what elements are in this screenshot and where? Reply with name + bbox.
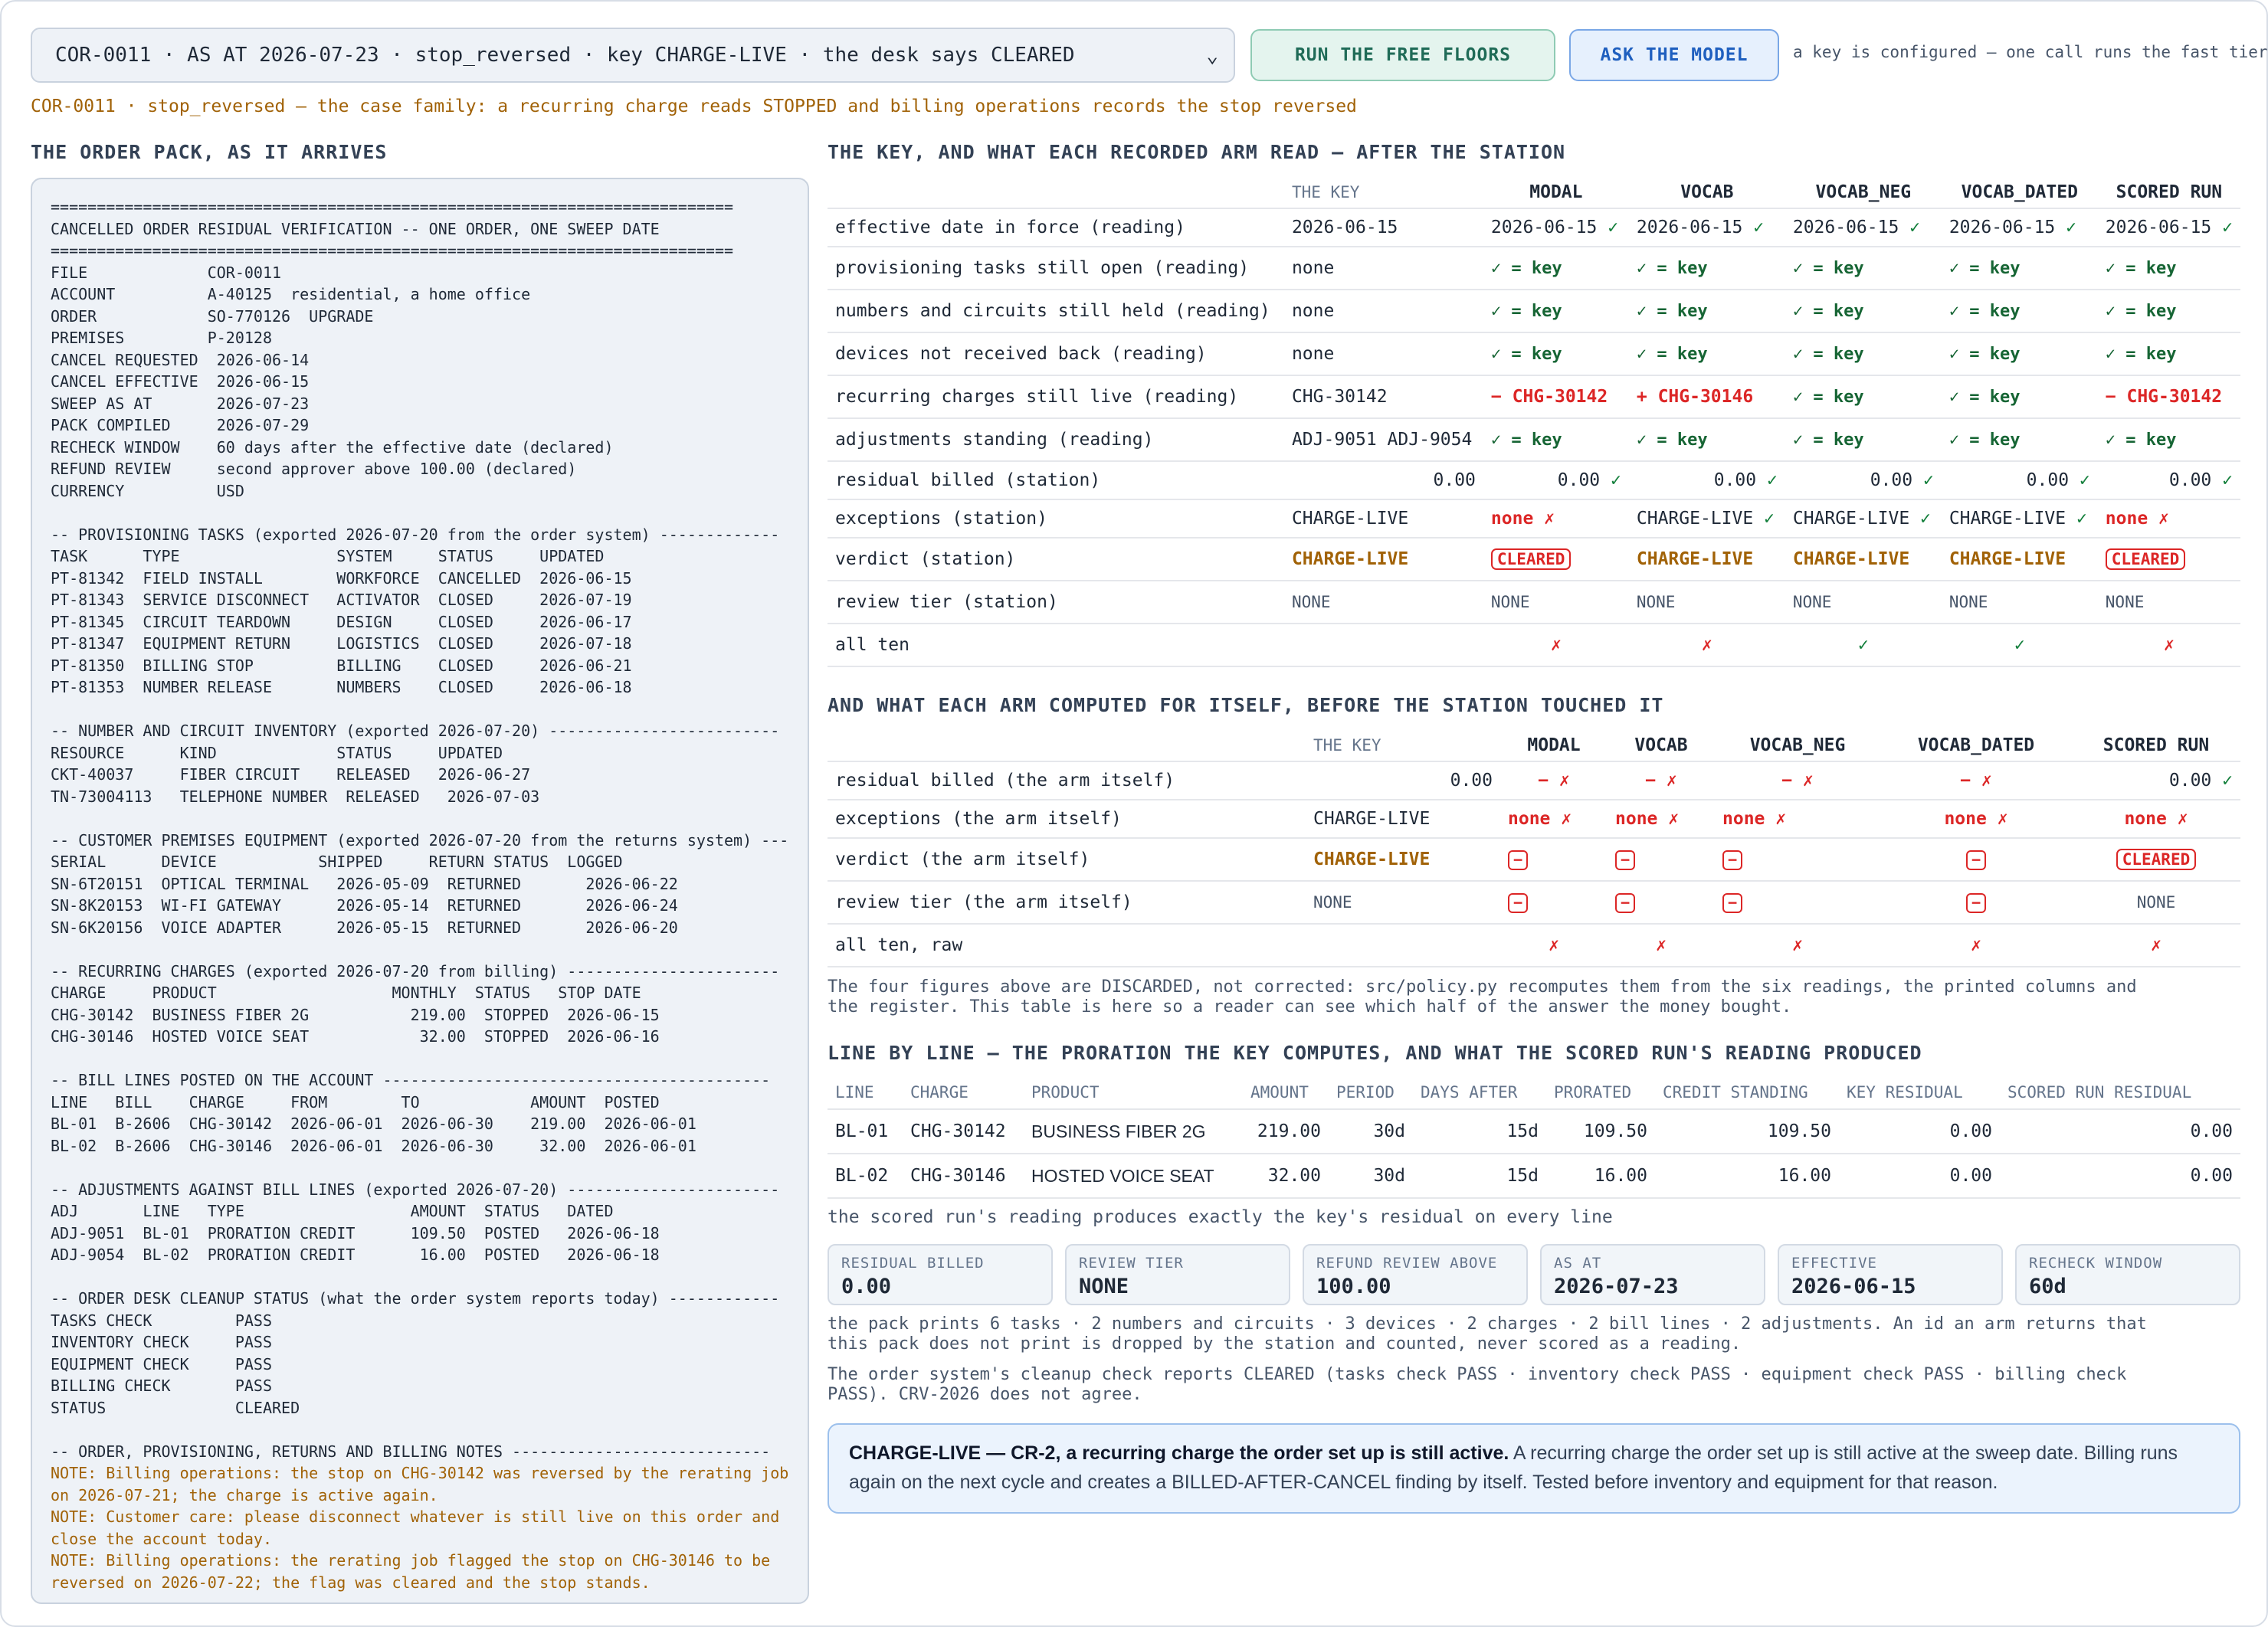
table-row [828,499,2240,538]
arm-cell: ✓ = key [2098,332,2240,375]
col-header: VOCAB [1608,729,1715,761]
table-row [828,247,2240,290]
chevron-down-icon: ⌄ [1206,44,1218,67]
arm-cell: none ✗ [1715,800,1880,838]
charge-cell: CHG-30142 [903,1109,1024,1154]
stat-effective [1778,1244,2003,1305]
ask-model-button[interactable]: ASK THE MODEL [1569,29,1779,81]
case-family-line: COR-0011 · stop_reversed — the case family: a recurring charge reads STOPPED and billing operations records the stop reversed [31,97,1357,116]
stat-label: RESIDUAL BILLED [841,1255,985,1272]
missing-badge: − [1508,850,1528,870]
check-icon: ✓ [2222,470,2233,490]
arm-cell: ✗ [1629,624,1785,666]
line-cell: BL-02 [828,1154,903,1198]
table-header-row [828,729,2240,761]
discard-note: The four figures above are DISCARDED, not corrected: src/policy.py recomputes them from the six readings, the printed columns and the register. This table is here so a reader can see which half of the answer the money bought. [828,977,2137,1016]
pack-note: NOTE: Billing operations: the rerating job flagged the stop on CHG-30146 to be reversed on 2026-07-22; the flag was cleared and the stop stands. [51,1551,780,1592]
arm-cell [1880,838,2072,881]
arm-cell: CHARGE-LIVE ✓ [1942,499,2098,538]
table-row [828,624,2240,666]
arm-cell: − ✗ [1500,761,1608,800]
arm-cell: CHARGE-LIVE ✓ [1785,499,1942,538]
col-header: VOCAB_DATED [1942,176,2098,208]
stat-label: RECHECK WINDOW [2029,1255,2163,1272]
arm-cell: CHARGE-LIVE [1785,538,1942,581]
key-cell: CHARGE-LIVE [1284,499,1483,538]
check-icon: ✓ [1909,218,1921,237]
table-row [828,290,2240,332]
arm-cell: + CHG-30146 [1629,375,1785,418]
period-cell: 30d [1329,1109,1413,1154]
col-header: VOCAB_NEG [1715,729,1880,761]
col-header: LINE [828,1075,903,1109]
stat-value: NONE [1079,1275,1129,1298]
arm-cell: ✓ = key [1942,247,2098,290]
key-cell: none [1284,247,1483,290]
prorated-cell: 109.50 [1546,1109,1655,1154]
arm-cell: − ✗ [1608,761,1715,800]
arm-cell: 0.00 ✓ [1629,461,1785,499]
arm-cell: − ✗ [1715,761,1880,800]
arm-cell: ✓ = key [2098,418,2240,461]
row-label: provisioning tasks still open (reading) [828,247,1284,290]
table-row [828,924,2240,967]
arm-cell: 0.00 ✓ [2098,461,2240,499]
missing-badge: − [1722,850,1742,870]
arm-cell: 0.00 ✓ [1942,461,2098,499]
table-row [828,208,2240,247]
check-icon: ✓ [2222,218,2233,237]
arm-cell: ✓ = key [1629,290,1785,332]
col-header: VOCAB_DATED [1880,729,2072,761]
key-residual-cell: 0.00 [1839,1109,2000,1154]
key-cell: CHARGE-LIVE [1306,800,1500,838]
arm-cell: ✗ [1500,924,1608,967]
cleared-badge: CLEARED [2106,548,2186,570]
stat-label: AS AT [1554,1255,1602,1272]
verdict-callout [828,1423,2240,1514]
stat-value: 2026-07-23 [1554,1275,1679,1298]
check-icon: ✓ [1764,509,1775,529]
arm-table-heading: AND WHAT EACH ARM COMPUTED FOR ITSELF, BEFORE THE STATION TOUCHED IT [828,694,1664,716]
arm-cell: ✓ = key [1785,332,1942,375]
stat-value: 60d [2029,1275,2066,1298]
col-header: KEY RESIDUAL [1839,1075,2000,1109]
missing-badge: − [1508,893,1528,913]
key-cell: 0.00 [1284,461,1483,499]
arm-cell: 0.00 ✓ [1785,461,1942,499]
table-row [828,581,2240,624]
line-cell: BL-01 [828,1109,903,1154]
row-label: adjustments standing (reading) [828,418,1284,461]
arm-cell [1483,538,1629,581]
arm-cell: NONE [2098,581,2240,624]
desk-note: The order system's cleanup check reports CLEARED (tasks check PASS · inventory check PASS · equipment check PASS · billing check PASS). CRV-2026 does not agree. [828,1365,2127,1404]
col-header: SCORED RUN [2098,176,2240,208]
case-select-value: COR-0011 · AS AT 2026-07-23 · stop_reversed · key CHARGE-LIVE · the desk says CLEARED [55,44,1075,67]
arm-cell [1500,838,1608,881]
arm-cell: none ✗ [2072,800,2240,838]
days-after-cell: 15d [1413,1109,1546,1154]
arm-cell: none ✗ [1880,800,2072,838]
arm-cell: ✓ = key [2098,290,2240,332]
key-cell: ADJ-9051 ADJ-9054 [1284,418,1483,461]
arm-cell: ✓ [1942,624,2098,666]
arm-cell: − ✗ [1880,761,2072,800]
arm-cell: ✗ [1483,624,1629,666]
arm-cell [1880,881,2072,924]
stat-value: 0.00 [841,1275,892,1298]
arm-cell: ✓ = key [2098,247,2240,290]
table-row [828,1109,2240,1154]
arm-cell [1608,881,1715,924]
check-icon: ✓ [2066,218,2076,237]
missing-badge: − [1722,893,1742,913]
key-cell: NONE [1284,581,1483,624]
arm-cell: ✗ [1880,924,2072,967]
check-icon: ✓ [2222,771,2233,791]
arm-cell: none ✗ [1483,499,1629,538]
arm-cell: 2026-06-15 ✓ [1629,208,1785,247]
col-header: THE KEY [1306,729,1500,761]
key-status-note: a key is configured — one call runs the fast tier [1793,43,2268,61]
check-icon: ✓ [1611,470,1621,490]
col-header: AMOUNT [1243,1075,1329,1109]
amount-cell: 219.00 [1243,1109,1329,1154]
check-icon: ✓ [1608,218,1619,237]
table-header-row [828,176,2240,208]
table-row [828,761,2240,800]
arm-cell: none ✗ [2098,499,2240,538]
col-header: SCORED RUN [2072,729,2240,761]
table-row [828,538,2240,581]
row-label: all ten, raw [828,924,1306,967]
key-cell [1306,924,1500,967]
arm-cell: ✓ = key [1483,418,1629,461]
arm-cell: CHARGE-LIVE [1629,538,1785,581]
arm-cell: 0.00 ✓ [1483,461,1629,499]
table-row [828,418,2240,461]
arm-cell: NONE [2072,881,2240,924]
key-table-heading: THE KEY, AND WHAT EACH RECORDED ARM READ — AFTER THE STATION [828,141,1566,163]
verdict-callout-title: CHARGE-LIVE — CR-2, a recurring charge the order set up is still active. [849,1442,1509,1464]
arm-cell [1715,881,1880,924]
pack-note: NOTE: Customer care: please disconnect whatever is still live on this order and close the account today. [51,1508,789,1548]
missing-badge: − [1966,893,1986,913]
row-label: exceptions (the arm itself) [828,800,1306,838]
key-residual-cell: 0.00 [1839,1154,2000,1198]
col-header: DAYS AFTER [1413,1075,1546,1109]
arm-cell: 2026-06-15 ✓ [1942,208,2098,247]
key-cell: CHG-30142 [1284,375,1483,418]
missing-badge: − [1615,893,1635,913]
arm-cell: − CHG-30142 [2098,375,2240,418]
missing-badge: − [1615,850,1635,870]
arm-cell: ✓ = key [1483,332,1629,375]
arm-cell: 2026-06-15 ✓ [1483,208,1629,247]
arm-cell: NONE [1942,581,2098,624]
arm-cell [1608,838,1715,881]
check-icon: ✓ [1920,509,1931,529]
check-icon: ✓ [1753,218,1765,237]
stat-as-at [1540,1244,1765,1305]
arm-cell: ✗ [1715,924,1880,967]
check-icon: ✓ [2079,470,2090,490]
arm-cell: ✗ [2072,924,2240,967]
arm-cell [1500,881,1608,924]
table-header-row [828,1075,2240,1109]
key-cell: none [1284,332,1483,375]
col-header: PRODUCT [1024,1075,1243,1109]
arm-cell: none ✗ [1608,800,1715,838]
row-label: recurring charges still live (reading) [828,375,1284,418]
row-label: review tier (the arm itself) [828,881,1306,924]
arm-table [828,729,2240,967]
arm-cell: ✓ [1785,624,1942,666]
stat-label: REFUND REVIEW ABOVE [1316,1255,1498,1272]
stat-label: EFFECTIVE [1791,1255,1877,1272]
key-cell: CHARGE-LIVE [1284,538,1483,581]
arm-cell [2098,538,2240,581]
arm-cell: ✓ = key [1483,247,1629,290]
arm-cell: ✓ = key [1629,418,1785,461]
arm-cell: ✓ = key [1942,375,2098,418]
row-label: exceptions (station) [828,499,1284,538]
key-cell: CHARGE-LIVE [1306,838,1500,881]
missing-badge: − [1966,850,1986,870]
stat-review-tier [1065,1244,1290,1305]
row-label: verdict (station) [828,538,1284,581]
key-cell: none [1284,290,1483,332]
col-header: SCORED RUN RESIDUAL [2000,1075,2240,1109]
arm-cell: ✗ [1608,924,1715,967]
arm-cell: 0.00 ✓ [2072,761,2240,800]
prorated-cell: 16.00 [1546,1154,1655,1198]
arm-cell: ✗ [2098,624,2240,666]
arm-cell: ✓ = key [1629,332,1785,375]
product-cell: HOSTED VOICE SEAT [1024,1154,1243,1198]
amount-cell: 32.00 [1243,1154,1329,1198]
col-header: VOCAB_NEG [1785,176,1942,208]
period-cell: 30d [1329,1154,1413,1198]
scored-run-residual-cell: 0.00 [2000,1154,2240,1198]
case-select[interactable] [31,28,1235,83]
stat-value: 100.00 [1316,1275,1391,1298]
row-label: effective date in force (reading) [828,208,1284,247]
check-icon: ✓ [1766,470,1778,490]
cleared-badge: CLEARED [2116,849,2197,870]
row-label: residual billed (station) [828,461,1284,499]
verdict-callout-body: A recurring charge the order set up is still active at the sweep date. Billing runs again on the next cycle and creates a BILLED-AFTER-CANCEL finding by itself. Tested before inventory and equipment for that reason. [849,1442,2178,1493]
table-row [828,332,2240,375]
order-pack-text: ========================================================================== CANCELLED ORDER RESIDUAL VERIFICATION -- ONE ORDER, ONE SWEEP DATE ========================================================================== FILE COR-0011 ACCOUNT A-40125 residential, a home office ORDER SO-770126 UPGRADE PREMISES P-20128 CANCEL REQUESTED 2026-06-14 CANCEL EFFECTIVE 2026-06-15 SWEEP AS AT 2026-07-23 PACK COMPILED 2026-07-29 RECHECK WINDOW 60 days after the effective date (declared) REFUND REVIEW second approver above 100.00 (declared) CURRENCY USD -- PROVISIONING TASKS (exported 2026-07-20 from the order system) ------------- TASK TYPE SYSTEM STATUS UPDATED PT-81342 FIELD INSTALL WORKFORCE CANCELLED 2026-06-15 PT-81343 SERVICE DISCONNECT ACTIVATOR CLOSED 2026-07-19 PT-81345 CIRCUIT TEARDOWN DESIGN CLOSED 2026-06-17 PT-81347 EQUIPMENT RETURN LOGISTICS CLOSED 2026-07-18 PT-81350 BILLING STOP BILLING CLOSED 2026-06-21 PT-81353 NUMBER RELEASE NUMBERS CLOSED 2026-06-18 -- NUMBER AND CIRCUIT INVENTORY (exported 2026-07-20) ------------------------- RESOURCE KIND STATUS UPDATED CKT-40037 FIBER CIRCUIT RELEASED 2026-06-27 TN-73004113 TELEPHONE NUMBER RELEASED 2026-07-03 -- CUSTOMER PREMISES EQUIPMENT (exported 2026-07-20 from the returns system) --- SERIAL DEVICE SHIPPED RETURN STATUS LOGGED SN-6T20151 OPTICAL TERMINAL 2026-05-09 RETURNED 2026-06-22 SN-8K20153 WI-FI GATEWAY 2026-05-14 RETURNED 2026-06-24 SN-6K20156 VOICE ADAPTER 2026-05-15 RETURNED 2026-06-20 -- RECURRING CHARGES (exported 2026-07-20 from billing) ----------------------- CHARGE PRODUCT MONTHLY STATUS STOP DATE CHG-30142 BUSINESS FIBER 2G 219.00 STOPPED 2026-06-15 CHG-30146 HOSTED VOICE SEAT 32.00 STOPPED 2026-06-16 -- BILL LINES POSTED ON THE ACCOUNT ------------------------------------------ LINE BILL CHARGE FROM TO AMOUNT POSTED BL-01 B-2606 CHG-30142 2026-06-01 2026-06-30 219.00 2026-06-01 BL-02 B-2606 CHG-30146 2026-06-01 2026-06-30 32.00 2026-06-01 -- ADJUSTMENTS AGAINST BILL LINES (exported 2026-07-20) ----------------------- ADJ LINE TYPE AMOUNT STATUS DATED ADJ-9051 BL-01 PRORATION CREDIT 109.50 POSTED 2026-06-18 ADJ-9054 BL-02 PRORATION CREDIT 16.00 POSTED 2026-06-18 -- ORDER DESK CLEANUP STATUS (what the order system reports today) ------------ TASKS CHECK PASS INVENTORY CHECK PASS EQUIPMENT CHECK PASS BILLING CHECK PASS STATUS CLEARED -- ORDER, PROVISIONING, RETURNS AND BILLING NOTES ---------------------------- [51,198,789,1461]
arm-cell: 2026-06-15 ✓ [1785,208,1942,247]
arm-cell: NONE [1629,581,1785,624]
col-header: PERIOD [1329,1075,1413,1109]
check-icon: ✓ [1922,470,1934,490]
credit-standing-cell: 16.00 [1655,1154,1839,1198]
arm-cell: 2026-06-15 ✓ [2098,208,2240,247]
table-row [828,800,2240,838]
cleared-badge: CLEARED [1491,548,1572,570]
table-row [828,1154,2240,1198]
arm-cell: ✓ = key [1942,418,2098,461]
stat-value: 2026-06-15 [1791,1275,1916,1298]
counts-note: the pack prints 6 tasks · 2 numbers and circuits · 3 devices · 2 charges · 2 bill lines · 2 adjustments. An id an arm returns that this pack does not print is dropped by the station and counted, never scored as a reading. [828,1314,2147,1354]
line-note: the scored run's reading produces exactly the key's residual on every line [828,1207,1613,1227]
arm-cell: none ✗ [1500,800,1608,838]
stat-recheck-window [2015,1244,2240,1305]
pack-heading: THE ORDER PACK, AS IT ARRIVES [31,141,388,163]
key-cell: NONE [1306,881,1500,924]
col-header: CHARGE [903,1075,1024,1109]
stat-label: REVIEW TIER [1079,1255,1184,1272]
row-label: numbers and circuits still held (reading) [828,290,1284,332]
arm-cell [2072,838,2240,881]
arm-cell: ✓ = key [1785,247,1942,290]
arm-cell: NONE [1785,581,1942,624]
col-header: VOCAB [1629,176,1785,208]
arm-cell: ✓ = key [1942,332,2098,375]
col-header: MODAL [1500,729,1608,761]
arm-cell: ✓ = key [1629,247,1785,290]
arm-cell [1715,838,1880,881]
toolbar [31,28,2268,84]
key-cell: 0.00 [1306,761,1500,800]
col-header: THE KEY [1284,176,1483,208]
check-icon: ✓ [2076,509,2087,529]
arm-cell: ✓ = key [1785,375,1942,418]
table-row [828,838,2240,881]
row-label: devices not received back (reading) [828,332,1284,375]
row-label: all ten [828,624,1284,666]
pack-note: NOTE: Billing operations: the stop on CHG-30142 was reversed by the rerating job on 2026-07-21; the charge is active again. [51,1464,798,1504]
days-after-cell: 15d [1413,1154,1546,1198]
arm-cell: − CHG-30142 [1483,375,1629,418]
arm-cell: NONE [1483,581,1629,624]
stat-refund-review [1303,1244,1528,1305]
key-cell [1284,624,1483,666]
charge-cell: CHG-30146 [903,1154,1024,1198]
proration-table [828,1075,2240,1199]
credit-standing-cell: 109.50 [1655,1109,1839,1154]
table-row [828,375,2240,418]
row-label: residual billed (the arm itself) [828,761,1306,800]
col-header: MODAL [1483,176,1629,208]
arm-cell: CHARGE-LIVE [1942,538,2098,581]
col-header: CREDIT STANDING [1655,1075,1839,1109]
arm-cell: CHARGE-LIVE ✓ [1629,499,1785,538]
arm-cell: ✓ = key [1785,418,1942,461]
stat-residual-billed [828,1244,1053,1305]
row-label: verdict (the arm itself) [828,838,1306,881]
product-cell: BUSINESS FIBER 2G [1024,1109,1243,1154]
line-table-heading: LINE BY LINE — THE PRORATION THE KEY COMPUTES, AND WHAT THE SCORED RUN'S READING PRODUCED [828,1042,1922,1064]
arm-cell: ✓ = key [1942,290,2098,332]
scored-run-residual-cell: 0.00 [2000,1109,2240,1154]
key-cell: 2026-06-15 [1284,208,1483,247]
key-table [828,176,2240,667]
order-pack [31,178,809,1604]
run-free-floors-button[interactable]: RUN THE FREE FLOORS [1250,29,1555,81]
table-row [828,461,2240,499]
table-row [828,881,2240,924]
arm-cell: ✓ = key [1483,290,1629,332]
col-header: PRORATED [1546,1075,1655,1109]
arm-cell: ✓ = key [1785,290,1942,332]
row-label: review tier (station) [828,581,1284,624]
